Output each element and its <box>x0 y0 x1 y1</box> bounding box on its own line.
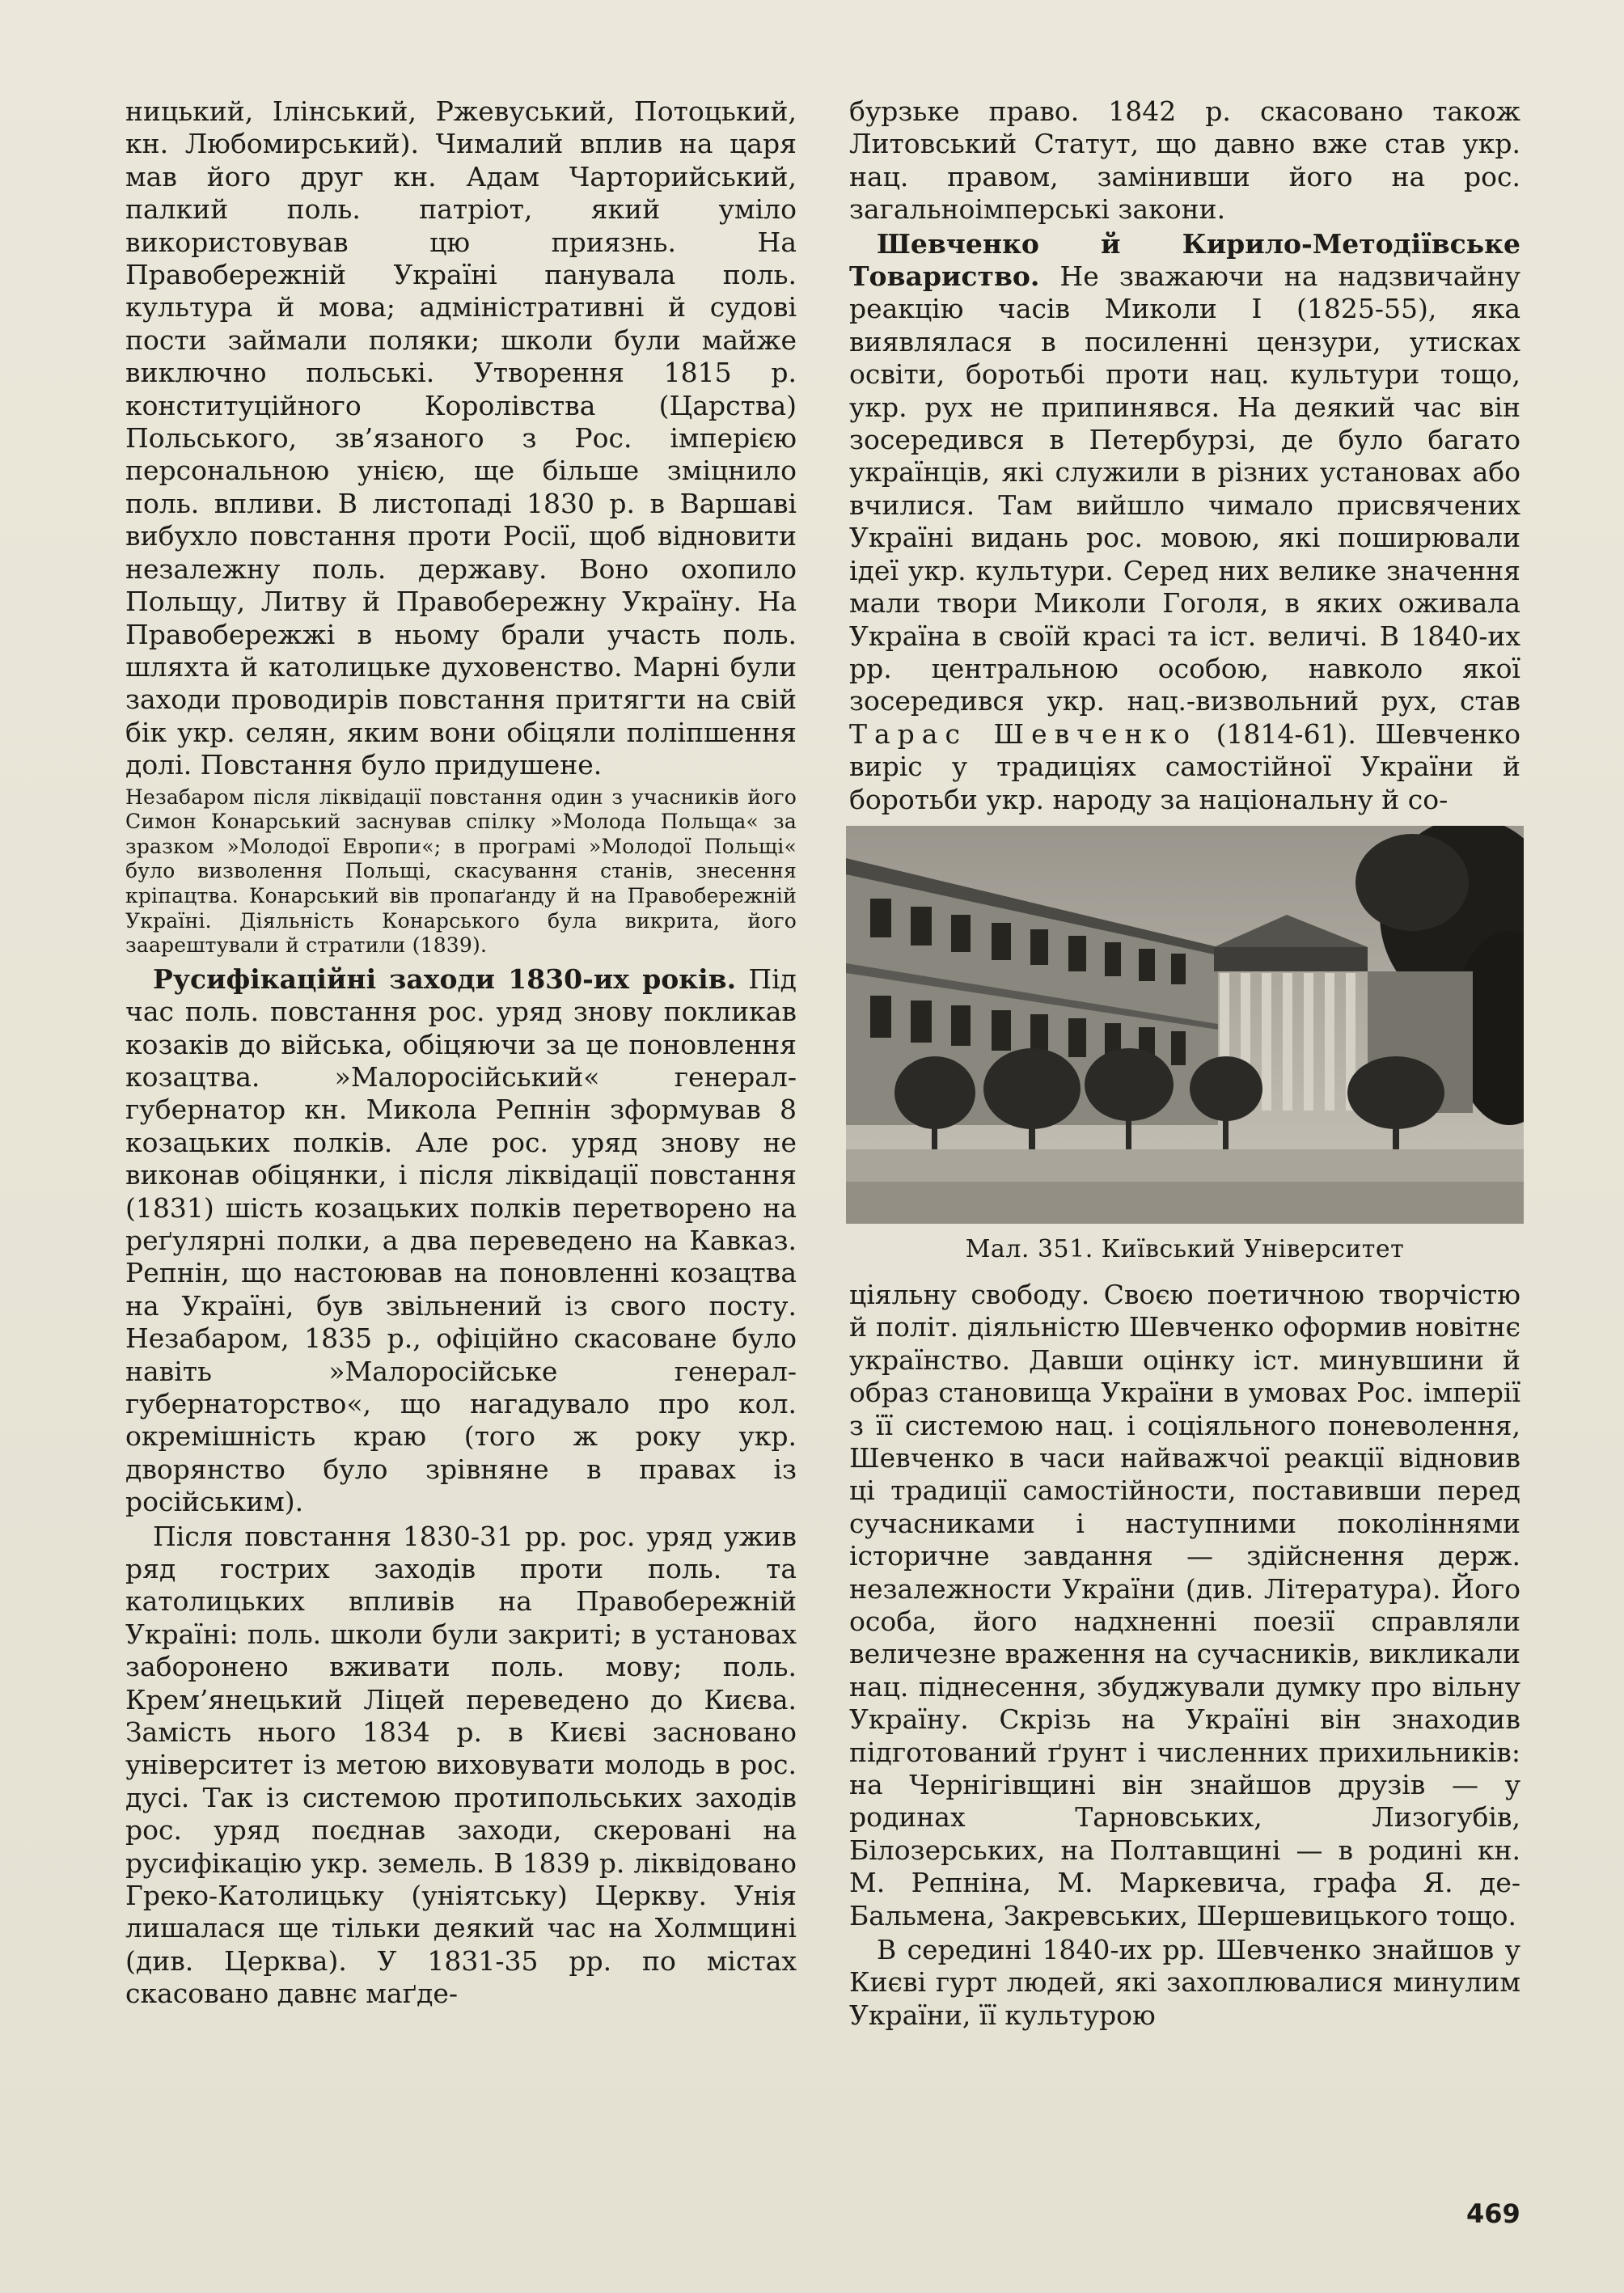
paragraph: ницький, Ілінський, Ржевуський, Потоцький, кн. Любомирський). Чималий вплив на царя мав його друг кн. Адам Чарторийський, палкий поль. патріот, який уміло використовував цю приязнь. На Правобережній Україні панувала поль. культура й мова; адміністративні й судові пости займали поляки; школи були майже виключно польські. Утворення 1815 р. конституційного Королівства (Царства) Польського, зв’язаного з Рос. імперією персональною унією, ще більше зміцнило поль. впливи. В листопаді 1830 р. в Варшаві вибухло повстання проти Росії, щоб відновити незалежну поль. державу. Воно охопило Польщу, Литву й Правобережну Україну. На Правобережжі в ньому брали участь поль. шляхта й католицьке духовенство. Марні були заходи проводирів повстання притягти на свій бік укр. селян, яким вони обіцяли поліпшення долі. Повстання було придушене. <box>125 95 797 781</box>
page-number: 469 <box>1466 2198 1520 2229</box>
kyiv-university-photo-icon <box>846 826 1524 1224</box>
section-paragraph <box>125 963 797 1519</box>
right-column <box>849 95 1520 2032</box>
section-heading: Шевченко й Кирило-Методіївське Товариство. <box>849 227 1520 293</box>
small-print-paragraph: Незабаром після ліквідації повстання один з учасників його Симон Конарський заснував спілку »Молода Польща« за зразком »Молодої Европи«; в програмі »Молодої Польщі« було визволення Польщі, скасування станів, знесення кріпацтва. Конарський вів пропаґанду й на Правобережній Україні. Діяльність Конарського була викрита, його заарештували й стратили (1839). <box>125 785 797 958</box>
paragraph: бурзьке право. 1842 р. скасовано також Литовський Статут, що давно вже став укр. нац. правом, замінивши його на рос. загальноімперські закони. <box>849 95 1520 226</box>
paragraph: Після повстання 1830-31 рр. рос. уряд ужив ряд гострих заходів проти поль. та католицьких впливів на Правобережній Україні: поль. школи були закриті; в установах заборонено вживати поль. мову; поль. Крем’янецький Ліцей переведено до Києва. Замість нього 1834 р. в Києві засновано університет із метою виховувати молодь в рос. дусі. Так із системою протипольських заходів рос. уряд поєднав заходи, скеровані на русифікацію укр. земель. В 1839 р. ліквідовано Греко-Католицьку (уніятську) Церкву. Унія лишалася ще тільки деякий час на Холмщині (див. Церква). У 1831-35 рр. по містах скасовано давнє маґде- <box>125 1520 797 2010</box>
figure <box>846 826 1524 1266</box>
paragraph-text: (1814-61). Шевченко виріс у традиціях самостійної України й боротьби укр. народу за національну й со- <box>849 717 1521 815</box>
paragraph-text: Не зважаючи на надзвичайну реакцію часів Миколи І (1825-55), яка виявлялася в посиленні цензури, утисках освіти, боротьбі проти нац. культури тощо, укр. рух не припинявся. На деякий час він зосередився в Петербурзі, де було багато українців, які служили в різних установах або вчилися. Там вийшло чимало присвячених Україні видань рос. мовою, які поширювали ідеї укр. культури. Серед них велике значення мали твори Миколи Гоголя, в яких оживала Україна в своїй красі та іст. величі. В 1840-их рр. центральною особою, навколо якої зосередився укр. нац.-визвольний рух, став <box>849 260 1520 717</box>
section-heading: Русифікаційні заходи 1830-их років. <box>153 962 737 995</box>
paragraph: В середині 1840-их рр. Шевченко знайшов у Києві гурт людей, які захоплювалися минулим України, її культурою <box>849 1934 1520 2031</box>
person-name: Тарас Шевченко <box>849 717 1198 750</box>
paragraph-text: Під час поль. повстання рос. уряд знову покликав козаків до війська, обіцяючи за це поновлення козацтва. »Малоросійський« генерал-губернатор кн. Микола Репнін зформував 8 козацьких полків. Але рос. уряд знову не виконав обіцянки, і після ліквідації повстання (1831) шість козацьких полків перетворено на реґулярні полки, а два переведено на Кавказ. Репнін, що настоював на поновленні козацтва на Україні, був звільнений із свого посту. Незабаром, 1835 р., офіційно скасоване було навіть »Малоросійське генерал-губернаторство«, що нагадувало про кол. окремішність краю (того ж року укр. дворянство було зрівняне в правах із російським). <box>125 962 797 1518</box>
figure-caption: Мал. 351. Київський Університет <box>965 1234 1405 1263</box>
left-column <box>125 95 797 2011</box>
paragraph: ціяльну свободу. Своєю поетичною творчістю й політ. діяльністю Шевченко оформив новітнє українство. Давши оцінку іст. минувшини й образ становища України в умовах Рос. імперії з її системою нац. і соціяльного поневолення, Шевченко в часи найважчої реакції відновив ці традиції самостійности, поставивши перед сучасниками і наступними поколіннями історичне завдання — здійснення держ. незалежности України (див. Література). Його особа, його надхненні поезії справляли величезне враження на сучасників, викликали нац. піднесення, збуджували думку про вільну Україну. Скрізь на Україні він знаходив підготований ґрунт і численних прихильників: на Чернігівщині він знайшов друзів — у родинах Тарновських, Лизогубів, Білозерських, на Полтавщині — в родині кн. М. Репніна, М. Маркевича, графа Я. де-Бальмена, Закревських, Шершевицького тощо. <box>849 1278 1520 1931</box>
section-paragraph <box>849 228 1520 816</box>
